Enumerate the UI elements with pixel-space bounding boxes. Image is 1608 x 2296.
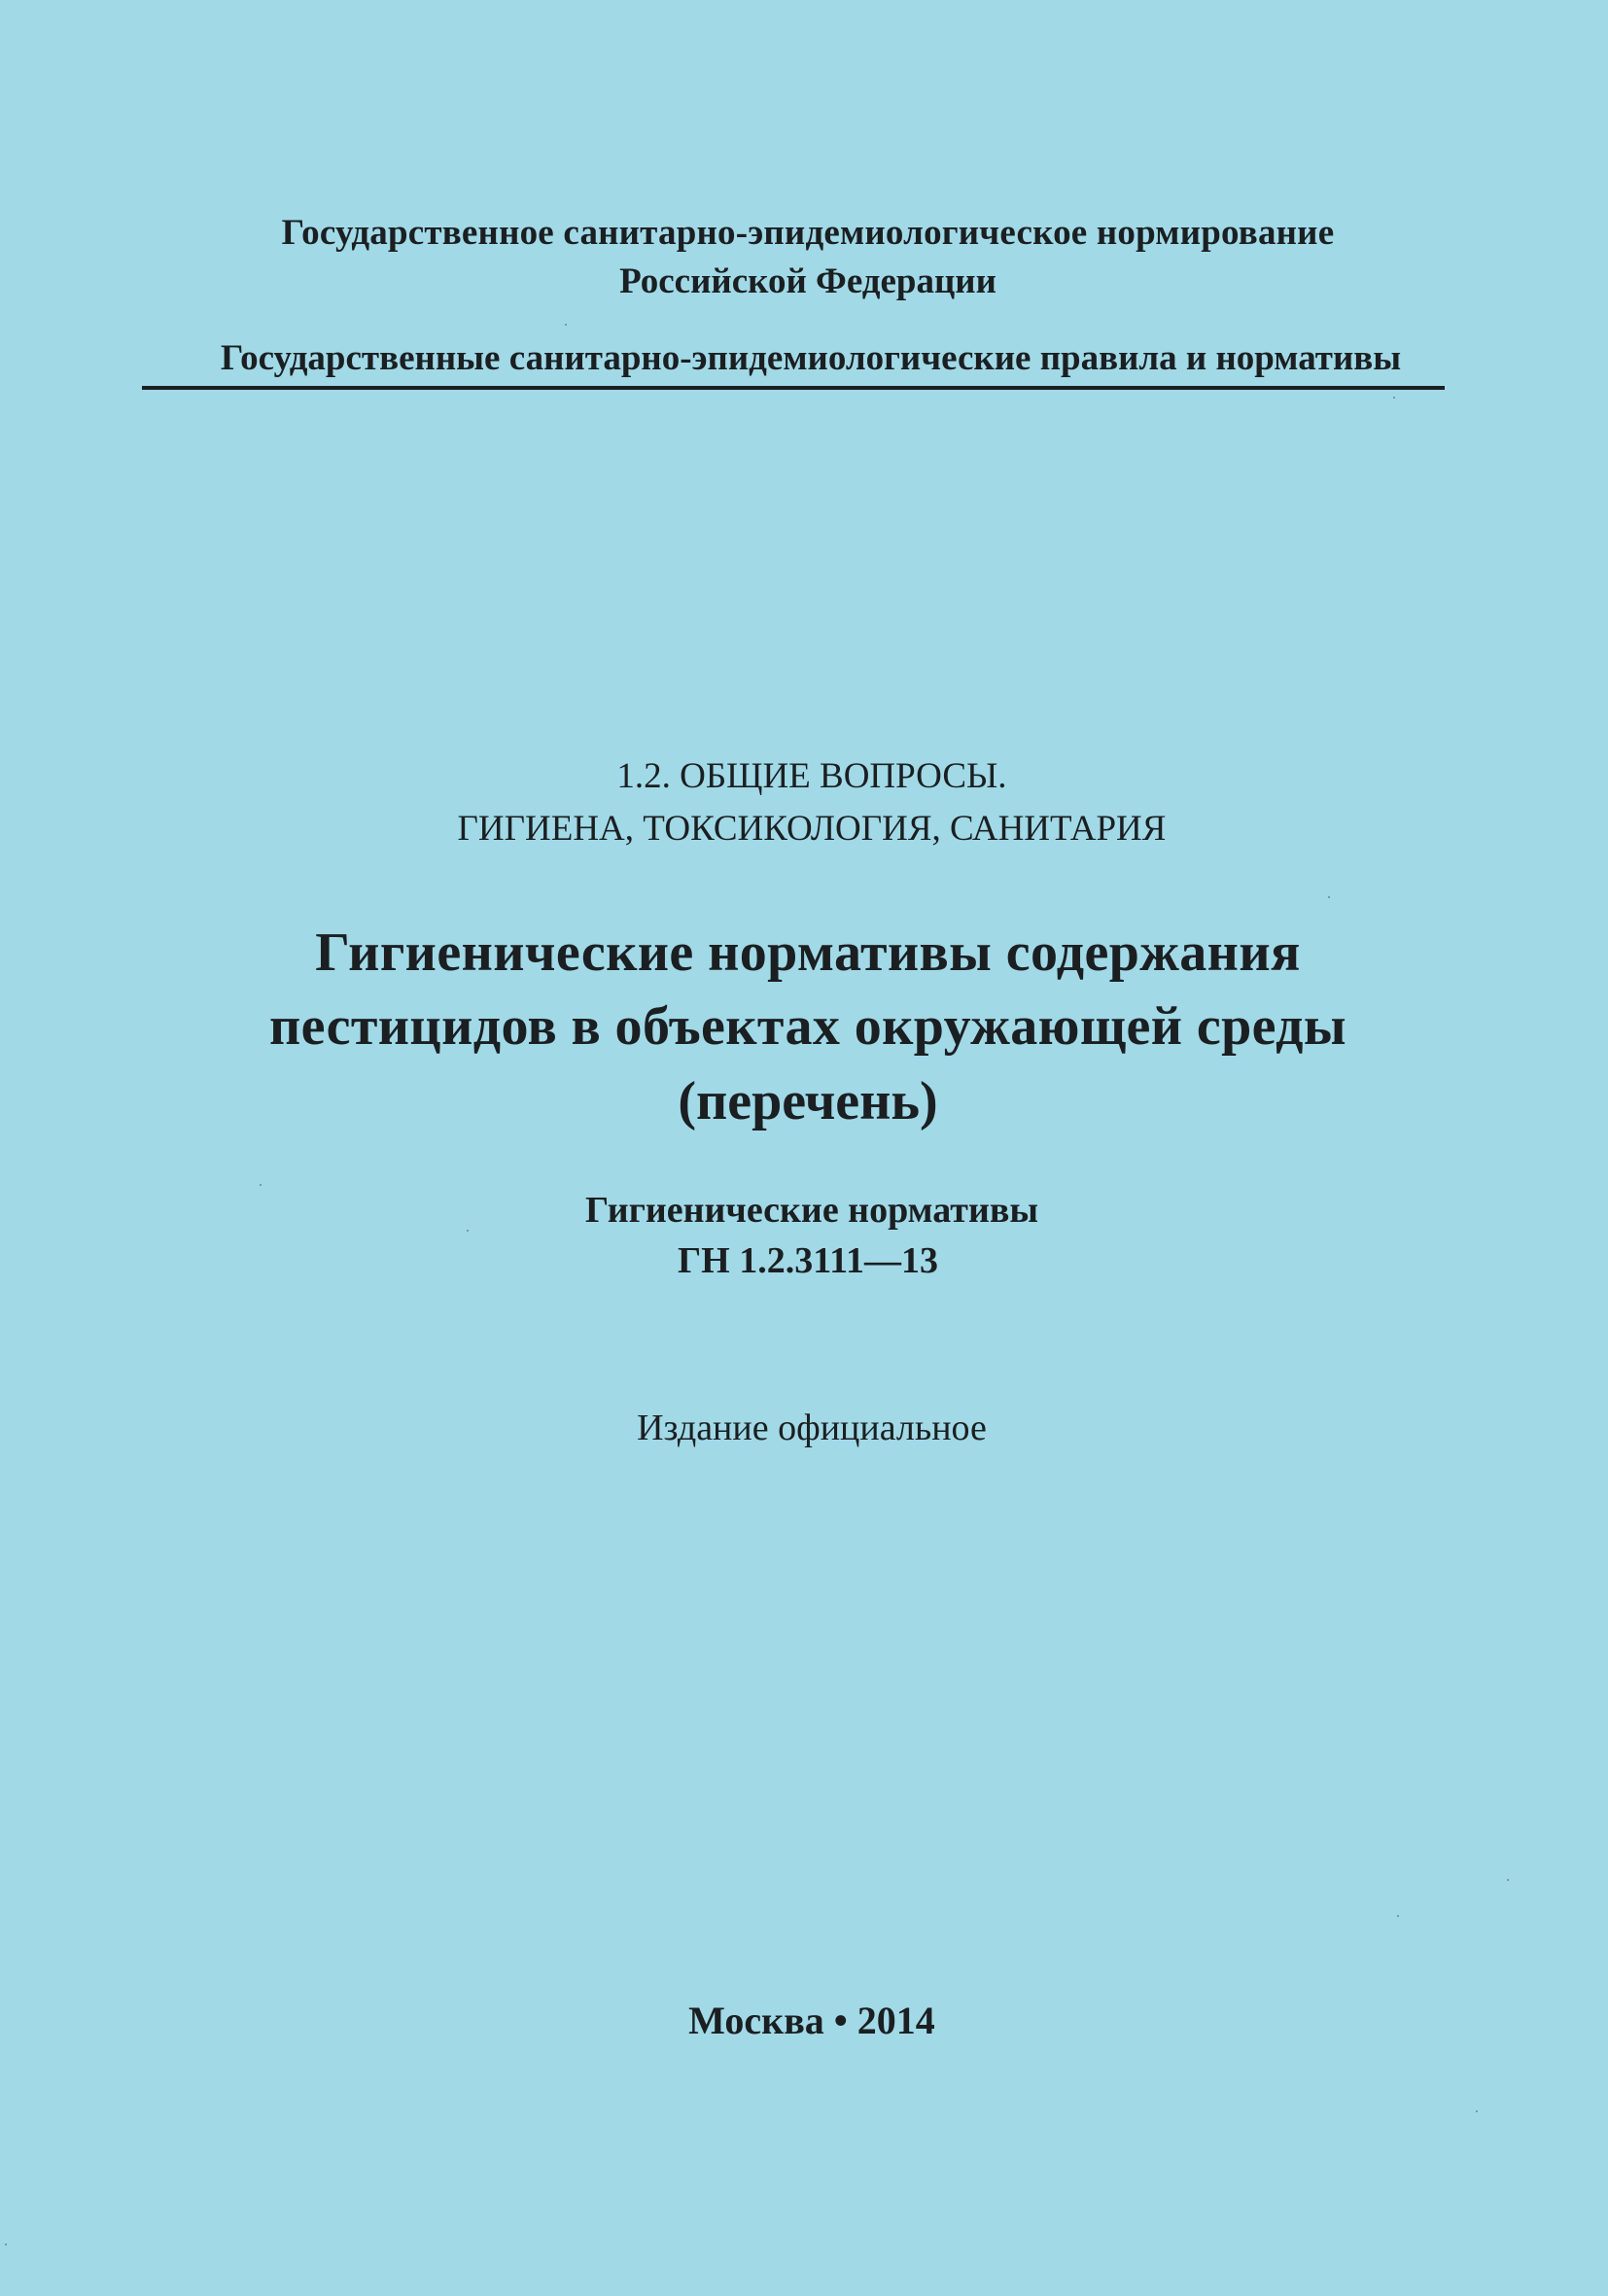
scan-speck xyxy=(5,2244,7,2245)
publication-place-year: Москва • 2014 xyxy=(688,1999,935,2042)
header-line-3: Государственные санитарно-эпидемиологические правила и нормативы xyxy=(220,338,1402,378)
header-line-1: Государственное санитарно-эпидемиологическое нормирование xyxy=(281,213,1335,253)
section-line-2: ГИГИЕНА, ТОКСИКОЛОГИЯ, САНИТАРИЯ xyxy=(457,809,1167,849)
scan-speck xyxy=(1476,2110,1478,2112)
header-underline-rule xyxy=(142,386,1445,390)
scan-speck xyxy=(1393,397,1395,399)
scan-speck xyxy=(1397,1915,1399,1917)
scan-speck xyxy=(260,1184,262,1186)
document-title-line-2: пестицидов в объектах окружающей среды xyxy=(268,996,1347,1057)
subtitle-line-1: Гигиенические нормативы xyxy=(584,1190,1039,1231)
document-code: ГН 1.2.3111—13 xyxy=(677,1240,939,1281)
scan-speck xyxy=(1507,1879,1509,1881)
document-title-line-3: (перечень) xyxy=(678,1071,938,1131)
edition-note: Издание официальное xyxy=(637,1408,987,1448)
document-title-line-1: Гигиенические нормативы содержания xyxy=(315,922,1301,983)
scan-speck xyxy=(565,324,567,326)
scan-speck xyxy=(467,1230,469,1232)
section-line-1: 1.2. ОБЩИЕ ВОПРОСЫ. xyxy=(616,756,1007,796)
header-line-2: Российской Федерации xyxy=(619,261,996,301)
scan-speck xyxy=(1328,896,1330,898)
